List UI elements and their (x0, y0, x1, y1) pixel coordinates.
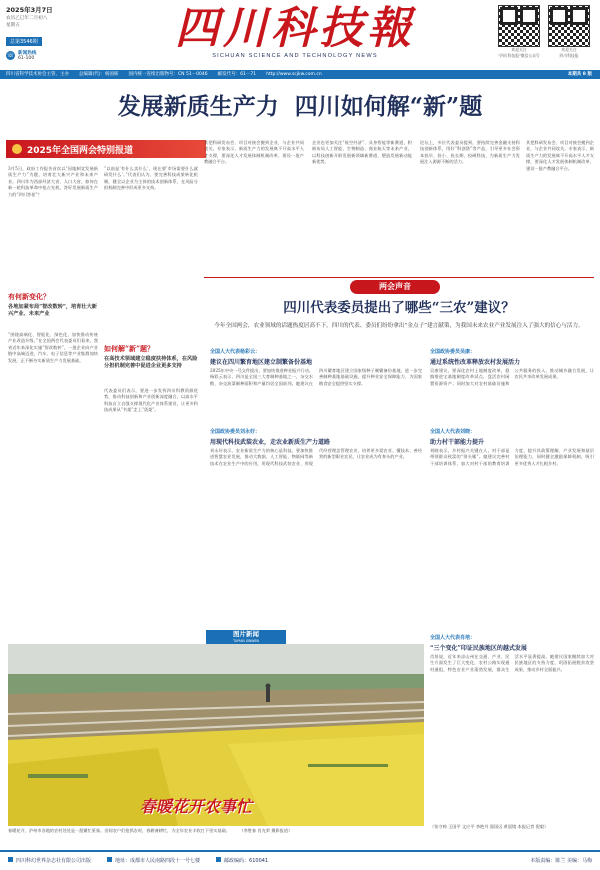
right-col-top (526, 140, 594, 272)
footer-divider (0, 850, 600, 852)
photo-spring-farming[interactable] (8, 644, 424, 826)
qr-code-app[interactable] (548, 5, 590, 47)
proposal-2-label: 全国政协委员刘永好： (210, 429, 261, 435)
photo-caption-text: 春暖花开，泸州市各地的农村处处是一派繁忙景象。田间农户们抢抓农时，春耕备耕忙，为全年农业丰收打下坚实基础。 (8, 828, 230, 833)
weekday: 星期五 (6, 23, 20, 28)
footer-address (107, 857, 200, 864)
lianghui-badge (350, 280, 440, 294)
proposal-3 (430, 348, 594, 432)
proposal-5 (430, 634, 594, 804)
right-col-top-text: 其把科研发布会、项目对接会搬到企业，与企业共同攻关。专家表示，新质生产力的发展离不开高水平人才支撑，要深化人才发展体制机制改革，建设一批产教融合平台。 (526, 140, 594, 171)
proposal-1-body: 2025年中央一号文件提出，要加快推进种业振兴行动。杨彩云表示，四川是全国三大育制种基地之一，杂交水稻、杂交油菜制种面积和产量均居全国前列。她建议在四川繁育地区建立国家级种子制繁备份基地，进一步完善制种基地基础设施，提升种业安全保障能力，为国家粮食安全提供坚实支撑。 (210, 368, 422, 386)
footer-publisher (8, 857, 91, 864)
proposal-2 (210, 428, 422, 536)
divider-lianghui (204, 277, 594, 278)
proposal-1-title: 建议在四川繁育地区建立制繁备份基地 (210, 359, 313, 366)
proposal-5-label: 全国人大代表肖培： (430, 635, 476, 641)
proposal-3-label: 全国政协委员吴康： (430, 349, 476, 355)
info-bar (0, 70, 600, 79)
footer (0, 853, 600, 867)
banner-text: 2025年全国两会特别报道 (27, 145, 134, 156)
footer-address-text: 地址：成都市人民南路四段十一号七楼 (115, 857, 201, 864)
photo-section-label: 图片新闻 (233, 630, 259, 638)
subhead-2: 如何解“新”题？ (104, 344, 155, 353)
subhead-solving (104, 344, 198, 370)
mid-body-top: “以前是‘有什么卖什么’，现在要‘市场需要什么就研发什么’。”代表们认为，要完善科技成果转化机制，健全以企业为主体的技术创新体系，在风险分担机制完善中形成更多支持。 (104, 166, 198, 191)
info-sponsor: 四川省科学技术协会主管、主办 (6, 72, 69, 77)
photo-title: 春暖花开农事忙 (140, 797, 253, 816)
qr-caption-wechat: 欢迎关注 "四川科技报"微信公众号 (498, 47, 540, 58)
mid-body-2: 代表委员们表示，要进一步发挥四川科教资源优势，推动科技创新和产业创新深度融合，以高水平科技自立自强支撑现代化产业体系建设，让更多科技成果从“书架”走上“货架”。 (104, 388, 198, 413)
special-report-banner (6, 140, 206, 158)
footer-editor: 本版责编：陈兰 美编：马梅 (530, 857, 592, 864)
photo-caption (8, 828, 424, 840)
phone-icon: ☏ (6, 52, 15, 59)
lianghui-badge-text: 两会声音 (379, 282, 411, 291)
footer-publisher-text: 四川科幻世界杂志社有限公司出版 (16, 857, 92, 864)
info-cn: 国内统一连续出版物号：CN 51－0046 (128, 72, 208, 77)
hotline-number: 61-100 (18, 56, 35, 61)
qr-caption-app: 欢迎关注 四川科技报 (559, 47, 579, 58)
subhead-new-changes (8, 292, 98, 318)
subhead-1: 有何新变化？ (8, 292, 50, 301)
info-url[interactable]: http://www.scjkw.com.cn (266, 72, 322, 77)
proposal-4-label: 全国人大代表刘晓： (430, 429, 476, 435)
proposal-3-body: 吴康建议，要深化农村土地制度改革，稳慎推进宅基地制度改革试点，盘活农村闲置资源资产；同时加大对农村基础设施和公共服务的投入，推动城乡融合发展，让农民共享改革发展成果。 (430, 368, 594, 386)
photo-section-en: TUPIAN XINWEN (233, 639, 259, 643)
signature-line: （张守帅 王国平 文应平 李艳丹 邵国远 黄晨镜 本报记者 倪毅） (430, 824, 549, 829)
square-icon (107, 857, 112, 862)
photo-news-header (206, 630, 286, 644)
footer-postcode-text: 邮政编码：610041 (224, 857, 269, 864)
proposal-4 (430, 428, 594, 532)
logo-title: 四川科技報 (175, 3, 415, 54)
info-post: 邮发代号：61－71 (217, 72, 257, 77)
photo-credit: （李胜春 肖光荣 摄影报道） (239, 828, 293, 833)
total-issue-badge: 总第3546期 (6, 37, 42, 46)
proposal-4-body: 刘晓表示，乡村振兴关键在人，村干部是带领群众致富的“领头雁”。她建议完善村干部培训体系，加大对村干部的教育培训力度，提升其政策理解、产业发展和基层治理能力，同时健全激励保障机制，吸引更多优秀人才扎根乡村。 (430, 448, 594, 466)
proposal-1-label: 全国人大代表杨彩云： (210, 349, 261, 355)
subhead-2-deck: 在高技术领域建立稳度扶持体系，在风险分担机制完善中促进企业更多支持 (104, 356, 198, 369)
left-body-1: “围绕高端化、智能化、绿色化，加快推动传统产业改造升级。”在全国两会代表委员们看来，我省近年来深化实施“智改数转”，一批企业向产业链中高端迈进，汽车、电子信息等产业集群加快发展，正不断夯实新质生产力发展基础。 (8, 332, 98, 363)
proposal-5-body: 肖培说，近年来凉山州在交通、产业、民生方面发生了巨大变化，农村公路实现通村通组，特色农业产业蓬勃发展，群众生活水平显著提高。她建议国家继续加大对民族地区的支持力度，巩固拓展脱贫攻坚成果，推动乡村全面振兴。 (430, 654, 594, 672)
center-col-1: 其把科研发布会、项目对接会搬到企业，与企业共同攻关。专家表示，新质生产力的发展离不开高水平人才支撑，要深化人才发展体制机制改革，建设一批产教融合平台。 (204, 140, 304, 165)
national-emblem-icon (12, 144, 22, 154)
info-pages: 本期共 8 版 (567, 72, 592, 77)
lianghui-lead: 今年全国两会，农业领域的话题热度居高不下，四川的代表、委员们纷纷拿出“金点子”建言献策，为我国未来农业产业发展注入了强大的信心与活力。 (214, 323, 584, 329)
page-headline: 发展新质生产力 四川如何解“新”题 (117, 93, 483, 120)
proposal-2-body: 刘永好表示，农业新质生产力的核心是科技。要加快推进智慧农业发展，推动大数据、人工智能、物联网等新技术在农业生产中的应用，用现代科技武装农业、用现代经营理念管理农业，培养更多爱农业、懂技术、善经营的新型职业农民，让农业成为有奔头的产业。 (210, 448, 422, 466)
masthead-dateline (6, 5, 86, 61)
info-editor: 总编辑(代)：杨国栋 (79, 72, 119, 77)
subhead-1-deck: 各地加紧布局“智改数转”，培育壮大新兴产业、未来产业 (8, 304, 97, 317)
lead-paragraph: 3月5日，政府工作报告首次以“因地制宜发展新质生产力”为题，培育壮大新兴产业和未来产业。四川作为西部经济大省、人口大省，如何在新一轮科技革命中抢占先机，答好发展新质生产力的“四川答卷”？ (8, 166, 98, 197)
proposal-5-title: “三个变化”印证民族地区的越式发展 (430, 645, 527, 652)
hotline-label: 新闻热线 (18, 51, 37, 56)
newspaper-logo (150, 4, 440, 59)
proposal-2-title: 用现代科技武装农业，走农业新质生产力道路 (210, 439, 331, 446)
issue-date: 2025年3月7日 (6, 6, 53, 14)
lianghui-title: 四川代表委员提出了哪些“三农”建议？ (283, 300, 515, 316)
square-icon (216, 857, 221, 862)
qr-code-wechat[interactable] (498, 5, 540, 47)
proposal-3-title: 通过系统性改革释放农村发展活力 (430, 359, 521, 366)
proposal-1 (210, 348, 422, 432)
logo-subtitle-en: SICHUAN SCIENCE AND TECHNOLOGY NEWS (212, 53, 378, 59)
center-col-2: 企业也更加关注“低空经济”、具身智能等新赛道，积极布局人工智能、生物制造、商业航天等未来产业，以科技创新开辟发展新领域新赛道、塑造发展新动能新优势。 (312, 140, 412, 165)
proposal-4-title: 助力村干部能力提升 (430, 439, 485, 446)
footer-postcode (216, 857, 268, 864)
square-icon (8, 857, 13, 862)
center-col-3: 论坛上，多位代表委员提到，要持续完善金融支持科技创新体系，用好“科创贷”等产品，引导更多社会资本投早、投小、投长期、投硬科技，为新质生产力发展注入源源不断的活力。 (420, 140, 520, 165)
lunar-date: 农历乙巳年二月初八 (6, 16, 48, 21)
